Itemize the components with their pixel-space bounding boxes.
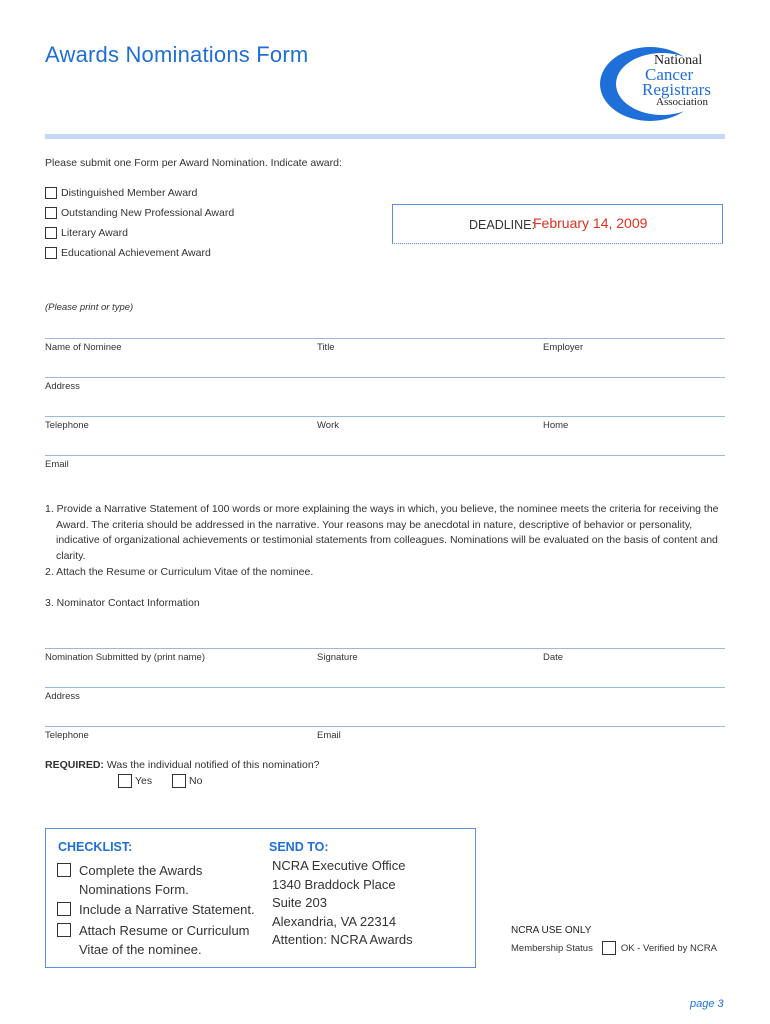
nominee-address-label: Address	[45, 381, 80, 392]
nominee-name-label: Name of Nominee	[45, 342, 122, 353]
field-line	[45, 416, 725, 417]
checklist-checkbox[interactable]	[57, 863, 71, 877]
field-line	[45, 726, 725, 727]
nominee-title-label: Title	[317, 342, 335, 353]
nominee-email-label: Email	[45, 459, 69, 470]
page-title: Awards Nominations Form	[45, 42, 309, 67]
yes-label: Yes	[135, 775, 153, 787]
checklist-checkbox[interactable]	[57, 923, 71, 937]
notified-no-checkbox[interactable]	[172, 774, 186, 788]
submitted-by-label: Nomination Submitted by (print name)	[45, 652, 205, 663]
nominee-home-label: Home	[543, 420, 569, 431]
award-label: Outstanding New Professional Award	[61, 207, 235, 219]
membership-status-row	[511, 941, 717, 955]
award-checkbox[interactable]	[45, 247, 57, 259]
date-label: Date	[543, 652, 564, 663]
required-label: REQUIRED:	[45, 759, 104, 771]
checklist-item[interactable]	[57, 861, 202, 899]
award-label: Educational Achievement Award	[61, 247, 211, 259]
send-to-address	[272, 857, 413, 950]
award-option-distinguished[interactable]	[45, 187, 197, 199]
logo-line-3: Registrars	[642, 80, 711, 99]
checklist-item-text: Attach Resume or Curriculum	[79, 923, 250, 938]
nominator-telephone-label: Telephone	[45, 730, 89, 741]
page-number: page 3	[690, 998, 724, 1010]
instruction-narrative: 1. Provide a Narrative Statement of 100 words or more explaining the ways in which, you believe, the nominee meets the criteria for receiving the Award. The criteria should be addressed in the narrative. Your reasons may be anecdotal in nature, descriptive of behavior or personality, indicative of organizational achievements or testimonial statements from colleagues. Nominations will be evaluated on the basis of content and clarity.	[45, 503, 719, 562]
logo-line-2: Cancer	[645, 65, 694, 84]
nominator-address-label: Address	[45, 691, 80, 702]
signature-label: Signature	[317, 652, 358, 663]
checklist-item[interactable]	[57, 900, 255, 919]
award-option-new-professional[interactable]	[45, 207, 234, 219]
notified-yes-option[interactable]	[118, 774, 152, 788]
send-to-line: Alexandria, VA 22314	[272, 913, 397, 929]
nominator-email-label: Email	[317, 730, 341, 741]
send-to-line: NCRA Executive Office	[272, 858, 406, 873]
nominee-work-label: Work	[317, 420, 339, 431]
send-to-heading: SEND TO:	[269, 840, 329, 854]
deadline-date: February 14, 2009	[533, 215, 648, 231]
field-line	[45, 377, 725, 378]
logo-line-4: Association	[656, 96, 708, 108]
nominee-employer-label: Employer	[543, 342, 584, 353]
checklist-checkbox[interactable]	[57, 902, 71, 916]
award-option-literary[interactable]	[45, 227, 128, 239]
checklist-item-text: Include a Narrative Statement.	[79, 902, 255, 917]
checklist-item-text: Nominations Form.	[79, 882, 189, 897]
field-line	[45, 455, 725, 456]
award-checkbox[interactable]	[45, 207, 57, 219]
award-label: Literary Award	[61, 227, 128, 239]
required-question	[45, 759, 320, 771]
instruction-resume: 2. Attach the Resume or Curriculum Vitae of the nominee.	[45, 566, 314, 578]
logo-line-1: National	[654, 53, 703, 68]
notified-no-option[interactable]	[172, 774, 202, 788]
award-label: Distinguished Member Award	[61, 187, 198, 199]
checklist-heading: CHECKLIST:	[58, 840, 133, 854]
award-checkbox[interactable]	[45, 227, 57, 239]
send-to-line: Attention: NCRA Awards	[272, 932, 413, 947]
award-checkbox[interactable]	[45, 187, 57, 199]
field-line	[45, 687, 725, 688]
ncra-logo	[598, 44, 730, 124]
checklist-item-text: Complete the Awards	[79, 863, 203, 878]
send-to-line: 1340 Braddock Place	[272, 876, 396, 892]
checklist-item[interactable]	[57, 921, 250, 959]
send-to-line: Suite 203	[272, 895, 327, 910]
ncra-use-heading: NCRA USE ONLY	[511, 925, 592, 936]
award-option-educational[interactable]	[45, 247, 211, 259]
header-divider	[45, 134, 725, 139]
field-line	[45, 648, 725, 649]
no-label: No	[189, 775, 203, 787]
checklist-item-text: Vitae of the nominee.	[79, 942, 202, 957]
intro-text: Please submit one Form per Award Nomination. Indicate award:	[45, 157, 342, 169]
verified-checkbox[interactable]	[602, 941, 616, 955]
membership-status-label: Membership Status	[511, 942, 593, 954]
print-note: (Please print or type)	[45, 302, 134, 313]
nominee-telephone-label: Telephone	[45, 420, 89, 431]
required-text: Was the individual notified of this nomination?	[106, 759, 320, 771]
field-line	[45, 338, 725, 339]
deadline-label: DEADLINE:	[469, 218, 535, 232]
instruction-nominator: 3. Nominator Contact Information	[45, 597, 200, 609]
deadline-box	[392, 204, 723, 244]
verified-label: OK - Verified by NCRA	[620, 942, 717, 954]
notified-yes-checkbox[interactable]	[118, 774, 132, 788]
